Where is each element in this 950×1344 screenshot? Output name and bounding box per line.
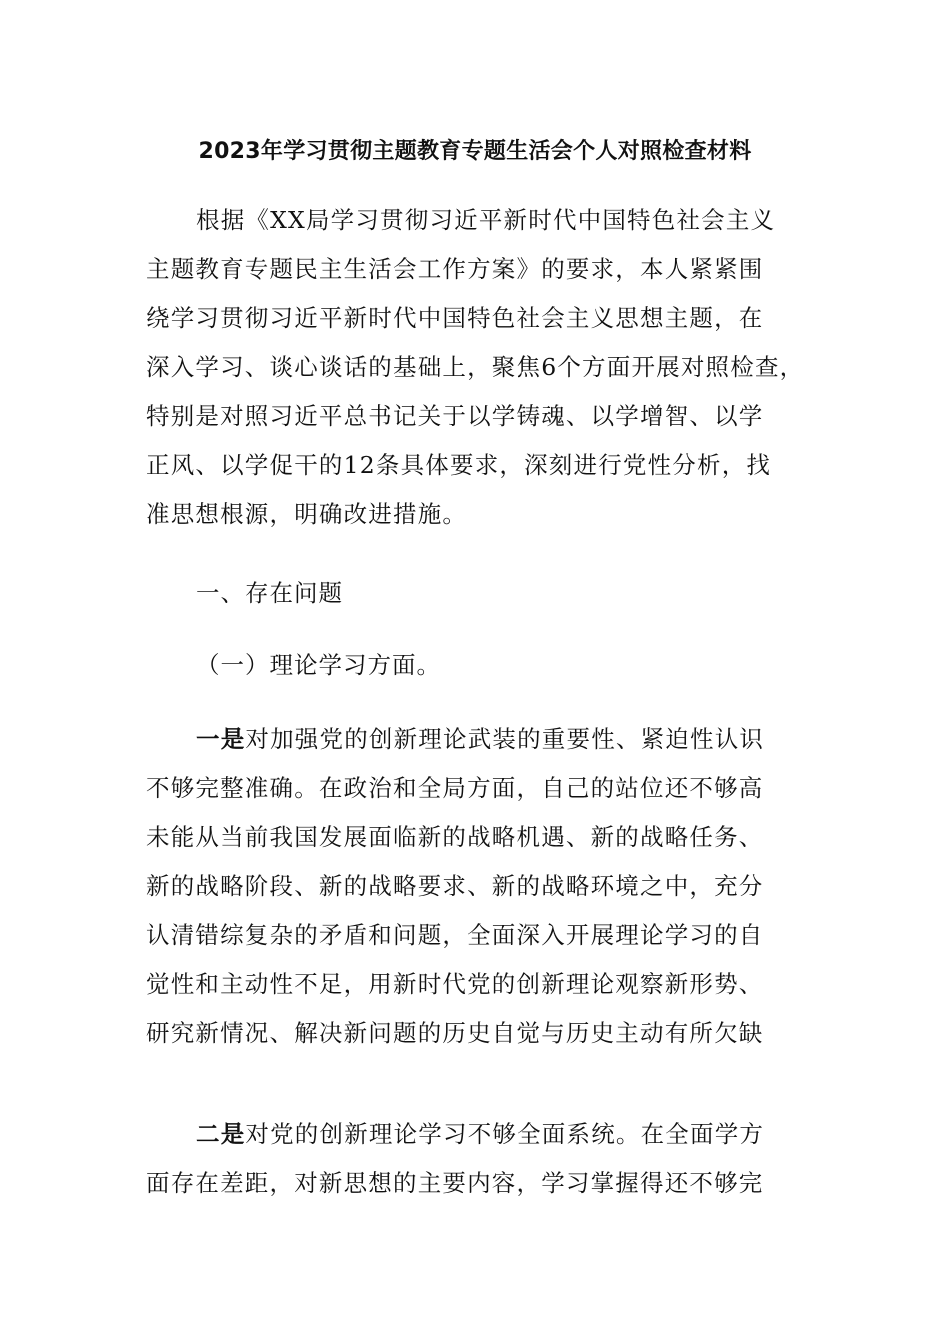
subsection-heading: （一）理论学习方面。 <box>196 651 441 679</box>
point-two-first-line-text: 对党的创新理论学习不够全面系统。在全面学方 <box>245 1120 765 1148</box>
document-title: 2023年学习贯彻主题教育专题生活会个人对照检查材料 <box>198 139 752 164</box>
point-two-line: 面存在差距，对新思想的主要内容，学习掌握得还不够完 <box>146 1169 764 1197</box>
point-one-lead: 一是 <box>196 725 246 753</box>
point-one-line: 新的战略阶段、新的战略要求、新的战略环境之中，充分 <box>146 872 764 900</box>
intro-line: 准思想根源，明确改进措施。 <box>146 500 468 528</box>
point-one-line: 不够完整准确。在政治和全局方面，自己的站位还不够高 <box>146 774 764 802</box>
intro-line: 特别是对照习近平总书记关于以学铸魂、以学增智、以学 <box>146 402 764 430</box>
point-two-first-line <box>196 1110 826 1158</box>
point-one-line: 认清错综复杂的矛盾和问题，全面深入开展理论学习的自 <box>146 921 764 949</box>
intro-line: 正风、以学促干的12条具体要求，深刻进行党性分析，找 <box>146 451 772 479</box>
point-one-line: 未能从当前我国发展面临新的战略机遇、新的战略任务、 <box>146 823 764 851</box>
intro-line: 主题教育专题民主生活会工作方案》的要求，本人紧紧围 <box>146 255 764 283</box>
point-two-lead: 二是 <box>196 1120 246 1148</box>
intro-line: 深入学习、谈心谈话的基础上，聚焦6个方面开展对照检查， <box>146 353 805 381</box>
point-one-first-line <box>196 715 826 763</box>
point-one-first-line-text: 对加强党的创新理论武装的重要性、紧迫性认识 <box>245 725 765 753</box>
intro-line: 根据《XX局学习贯彻习近平新时代中国特色社会主义 <box>196 206 776 234</box>
intro-line: 绕学习贯彻习近平新时代中国特色社会主义思想主题，在 <box>146 304 764 332</box>
section-heading: 一、存在问题 <box>196 579 343 607</box>
point-one-line: 觉性和主动性不足，用新时代党的创新理论观察新形势、 <box>146 970 764 998</box>
point-one-line: 研究新情况、解决新问题的历史自觉与历史主动有所欠缺 <box>146 1019 764 1047</box>
